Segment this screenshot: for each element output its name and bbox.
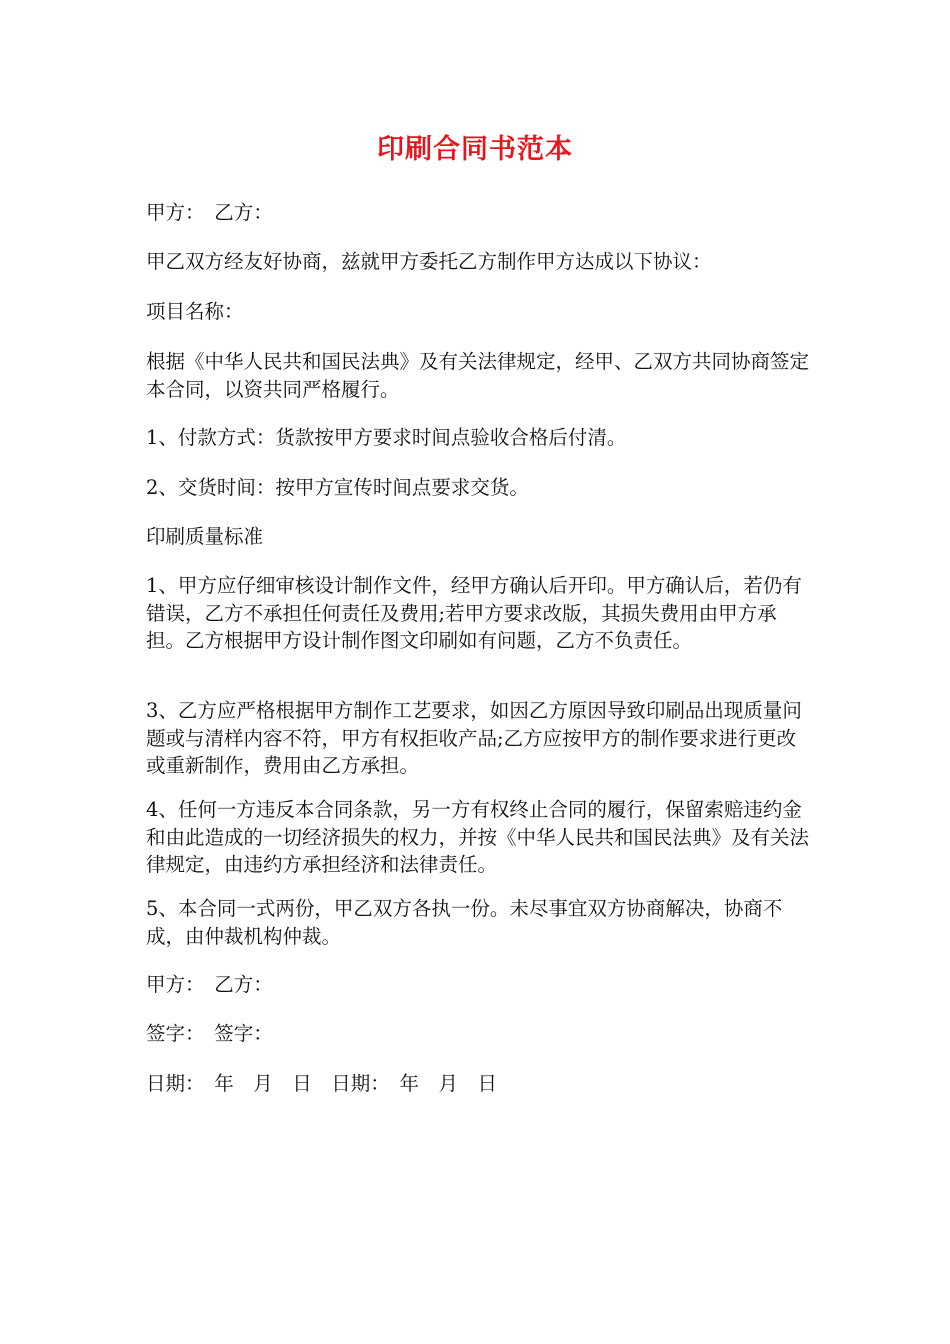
quality-heading: 印刷质量标准	[146, 525, 264, 548]
document-title: 印刷合同书范本	[377, 134, 573, 165]
footer-signatures: 签字： 签字：	[146, 1022, 273, 1045]
quality-clause-4: 4、任何一方违反本合同条款，另一方有权终止合同的履行，保留索赔违约金和由此造成的一切经济损失的权力，并按《中华人民共和国民法典》及有关法律规定，由违约方承担经济和法律责任。	[146, 798, 810, 876]
footer-dates: 日期： 年 月 日 日期： 年 月 日	[146, 1072, 498, 1095]
quality-clause-5: 5、本合同一式两份，甲乙双方各执一份。未尽事宜双方协商解决，协商不成，由仲裁机构仲裁。	[146, 897, 783, 948]
quality-clause-3: 3、乙方应严格根据甲方制作工艺要求，如因乙方原因导致印刷品出现质量问题或与清样内容不符，甲方有权拒收产品;乙方应按甲方的制作要求进行更改或重新制作，费用由乙方承担。	[146, 699, 802, 777]
clause-payment: 1、付款方式：货款按甲方要求时间点验收合格后付清。	[146, 426, 627, 449]
basis-paragraph: 根据《中华人民共和国民法典》及有关法律规定，经甲、乙双方共同协商签定本合同，以资共同严格履行。	[146, 350, 810, 401]
project-name-label: 项目名称：	[146, 300, 244, 323]
clause-delivery: 2、交货时间：按甲方宣传时间点要求交货。	[146, 476, 529, 499]
quality-clause-1: 1、甲方应仔细审核设计制作文件，经甲方确认后开印。甲方确认后，若仍有错误，乙方不承担任何责任及费用;若甲方要求改版，其损失费用由甲方承担。乙方根据甲方设计制作图文印刷如有问题，乙方不负责任。	[146, 574, 802, 652]
intro-paragraph: 甲乙双方经友好协商，兹就甲方委托乙方制作甲方达成以下协议：	[146, 250, 712, 273]
header-parties: 甲方： 乙方：	[146, 201, 273, 224]
footer-parties: 甲方： 乙方：	[146, 973, 273, 996]
